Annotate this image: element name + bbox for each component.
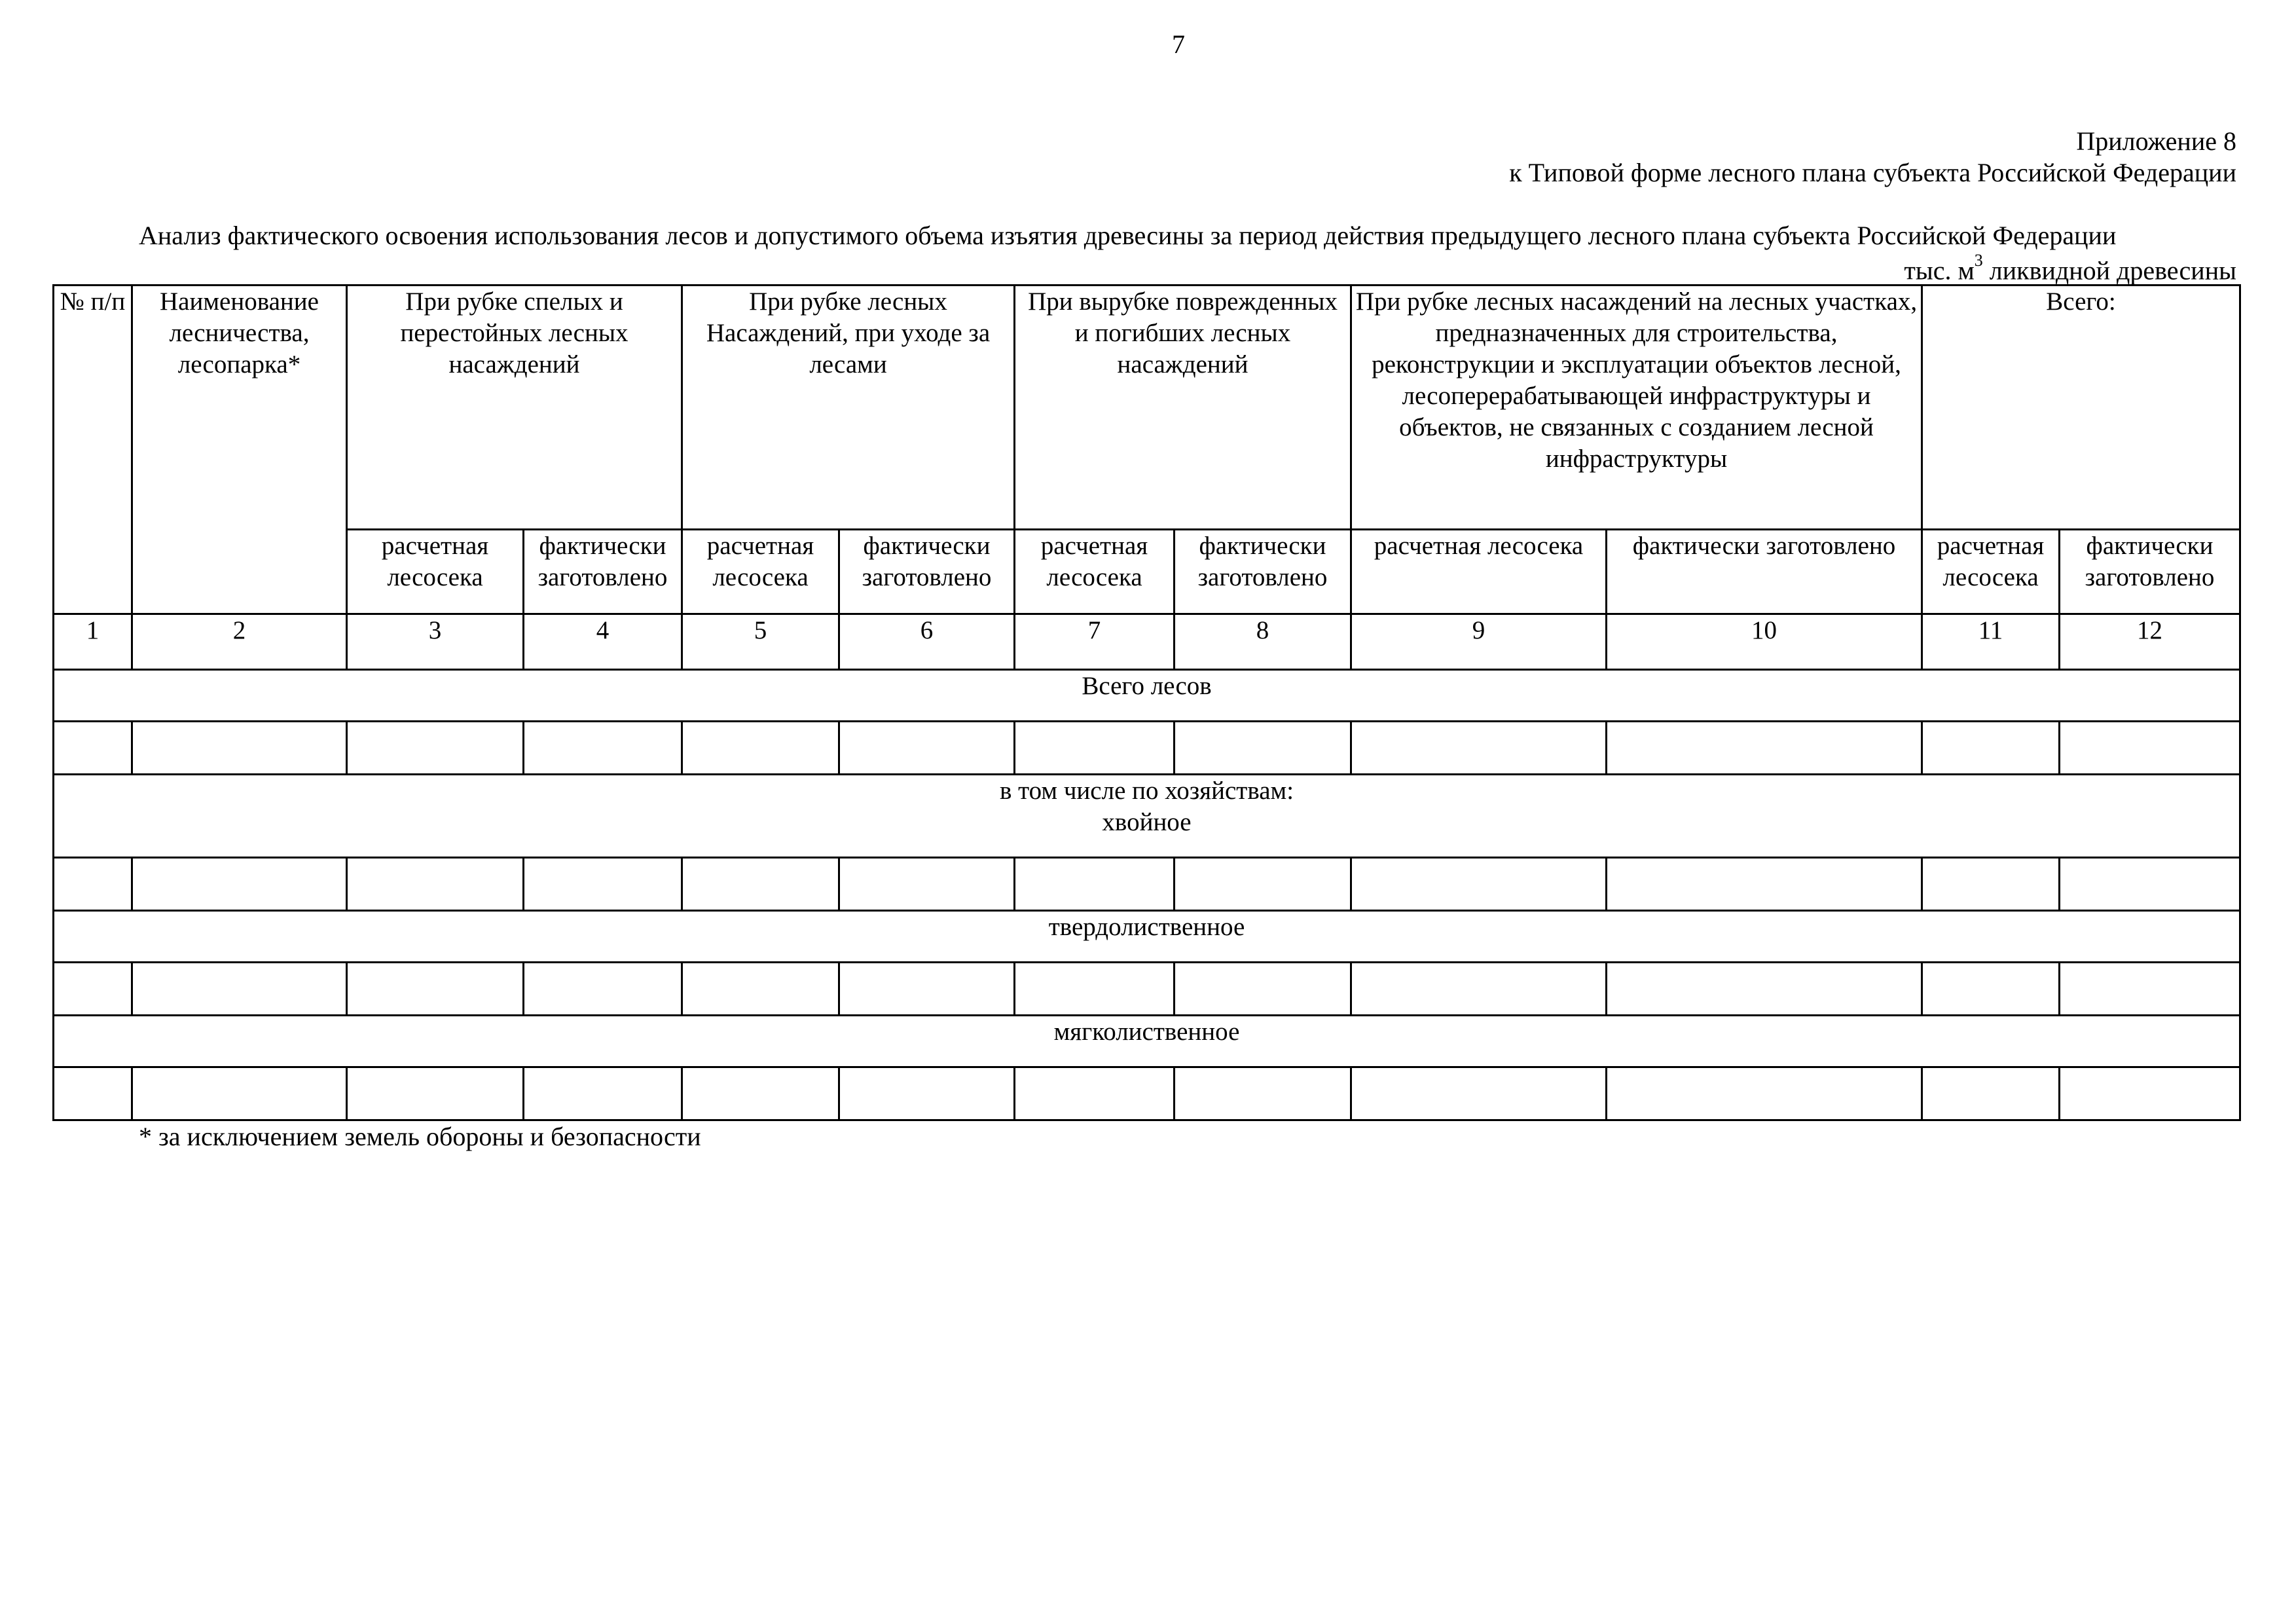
table-cell[interactable] — [1922, 1067, 2060, 1120]
header-group-total: Всего: — [1922, 286, 2240, 530]
table-cell[interactable] — [1015, 1067, 1175, 1120]
table-cell[interactable] — [1607, 722, 1922, 775]
table-cell[interactable] — [132, 858, 347, 911]
section-coniferous-label: хвойное — [1102, 808, 1192, 836]
appendix-line-2: к Типовой форме лесного плана субъекта Российской Федерации — [1509, 158, 2236, 187]
table-cell[interactable] — [1015, 963, 1175, 1016]
table-cell[interactable] — [1175, 1067, 1351, 1120]
subheader-actual: фактически заготовлено — [1175, 530, 1351, 614]
column-number: 1 — [54, 614, 132, 670]
table-cell[interactable] — [1351, 1067, 1607, 1120]
section-by-farms — [54, 775, 2240, 858]
units-suffix: ликвидной древесины — [1982, 255, 2236, 286]
table-cell[interactable] — [1015, 858, 1175, 911]
forest-use-analysis-table — [52, 284, 2241, 1121]
table-cell[interactable] — [1351, 963, 1607, 1016]
table-cell[interactable] — [132, 722, 347, 775]
column-number: 8 — [1175, 614, 1351, 670]
subheader-actual: фактически заготовлено — [839, 530, 1015, 614]
table-cell[interactable] — [1015, 722, 1175, 775]
table-cell[interactable] — [682, 1067, 839, 1120]
table-cell[interactable] — [524, 722, 682, 775]
table-cell[interactable] — [682, 963, 839, 1016]
subheader-actual: фактически заготовлено — [1607, 530, 1922, 614]
section-all-forests: Всего лесов — [54, 670, 2240, 722]
subheader-planned: расчетная лесосека — [1015, 530, 1175, 614]
subheader-actual: фактически заготовлено — [524, 530, 682, 614]
column-number: 11 — [1922, 614, 2060, 670]
table-cell[interactable] — [347, 858, 524, 911]
table-cell[interactable] — [1922, 963, 2060, 1016]
table-cell[interactable] — [1351, 722, 1607, 775]
table-cell[interactable] — [1175, 963, 1351, 1016]
subheader-planned: расчетная лесосека — [1351, 530, 1607, 614]
table-cell[interactable] — [682, 858, 839, 911]
header-group-mature-cutting: При рубке спелых и перестойных лесных насаждений — [347, 286, 682, 530]
table-cell[interactable] — [2060, 722, 2240, 775]
table-cell[interactable] — [682, 722, 839, 775]
subheader-planned: расчетная лесосека — [682, 530, 839, 614]
table-cell[interactable] — [1607, 858, 1922, 911]
header-group-care-cutting: При рубке лесных Насаждений, при уходе за лесами — [682, 286, 1015, 530]
table-cell[interactable] — [1175, 858, 1351, 911]
column-number: 9 — [1351, 614, 1607, 670]
table-cell[interactable] — [839, 963, 1015, 1016]
page-number: 7 — [1172, 29, 1185, 59]
table-cell[interactable] — [1175, 722, 1351, 775]
column-number: 2 — [132, 614, 347, 670]
table-cell[interactable] — [132, 963, 347, 1016]
table-cell[interactable] — [54, 1067, 132, 1120]
data-row-hardwood — [54, 963, 2240, 1016]
section-by-farms-label: в том числе по хозяйствам: — [999, 777, 1294, 805]
subheader-planned: расчетная лесосека — [347, 530, 524, 614]
table-cell[interactable] — [132, 1067, 347, 1120]
section-row-hardwood — [54, 911, 2240, 963]
table-cell[interactable] — [1607, 963, 1922, 1016]
table-cell[interactable] — [2060, 963, 2240, 1016]
table-cell[interactable] — [524, 1067, 682, 1120]
table-cell[interactable] — [524, 858, 682, 911]
units-label — [1904, 251, 2236, 284]
column-number: 4 — [524, 614, 682, 670]
data-row-all-forests — [54, 722, 2240, 775]
header-row-subcolumns — [54, 530, 2240, 614]
table-cell[interactable] — [347, 1067, 524, 1120]
table-cell[interactable] — [524, 963, 682, 1016]
column-number: 12 — [2060, 614, 2240, 670]
section-softwood: мягколиственное — [54, 1016, 2240, 1067]
subheader-planned: расчетная лесосека — [1922, 530, 2060, 614]
document-title: Анализ фактического освоения использования лесов и допустимого объема изъятия древесины за период действия предыдущего лесного плана субъекта Российской Федерации — [139, 221, 2117, 250]
column-number: 5 — [682, 614, 839, 670]
table-cell[interactable] — [1922, 722, 2060, 775]
units-superscript: 3 — [1974, 251, 1983, 270]
section-row-coniferous — [54, 775, 2240, 858]
table-cell[interactable] — [1607, 1067, 1922, 1120]
data-row-coniferous — [54, 858, 2240, 911]
header-group-damaged-cutting: При вырубке поврежденных и погибших лесных насаждений — [1015, 286, 1351, 530]
table-cell[interactable] — [347, 722, 524, 775]
table-cell[interactable] — [54, 963, 132, 1016]
table-cell[interactable] — [839, 858, 1015, 911]
units-prefix: тыс. м — [1904, 255, 1975, 286]
table-cell[interactable] — [54, 858, 132, 911]
column-number: 6 — [839, 614, 1015, 670]
footnote: * за исключением земель обороны и безопасности — [139, 1122, 701, 1151]
table-cell[interactable] — [2060, 1067, 2240, 1120]
section-row-all-forests — [54, 670, 2240, 722]
table-cell[interactable] — [839, 1067, 1015, 1120]
column-number: 3 — [347, 614, 524, 670]
section-hardwood: твердолиственное — [54, 911, 2240, 963]
table-cell[interactable] — [347, 963, 524, 1016]
header-row-groups — [54, 286, 2240, 530]
table-cell[interactable] — [839, 722, 1015, 775]
table-cell[interactable] — [1922, 858, 2060, 911]
subheader-actual: фактически заготовлено — [2060, 530, 2240, 614]
section-row-softwood — [54, 1016, 2240, 1067]
appendix-header — [1509, 126, 2236, 189]
table-cell[interactable] — [1351, 858, 1607, 911]
header-forestry-name: Наименование лесничества, лесопарка* — [132, 286, 347, 614]
data-row-softwood — [54, 1067, 2240, 1120]
table-cell[interactable] — [54, 722, 132, 775]
column-number: 10 — [1607, 614, 1922, 670]
appendix-line-1: Приложение 8 — [2076, 126, 2236, 156]
table-cell[interactable] — [2060, 858, 2240, 911]
column-number: 7 — [1015, 614, 1175, 670]
column-numbers-row — [54, 614, 2240, 670]
header-number: № п/п — [54, 286, 132, 614]
header-group-infrastructure-cutting: При рубке лесных насаждений на лесных участках, предназначенных для строительства, реконструкции и эксплуатации объектов лесной, лесоперерабатывающей инфраструктуры и объектов, не связанных с созданием лесной инфраструктуры — [1351, 286, 1922, 530]
